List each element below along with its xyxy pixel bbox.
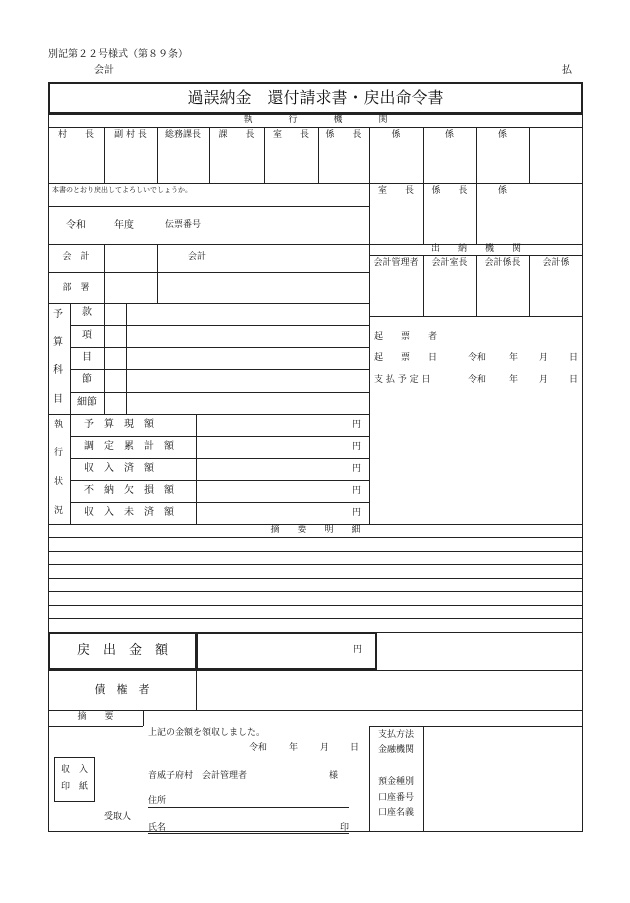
grid-line: [369, 726, 370, 832]
jusho-line[interactable]: [148, 807, 349, 808]
detail-row: [48, 605, 583, 606]
shiharai-nen: 年: [509, 375, 519, 385]
nendo-label: 年度: [114, 220, 134, 231]
grid-line: [196, 414, 197, 524]
payment-name: 口座名義: [378, 808, 415, 818]
grid-line: [70, 502, 369, 503]
yosan-char-1: 予: [53, 309, 63, 320]
grid-line: [143, 710, 144, 726]
kihyosha-label: 起 票 者: [374, 332, 438, 342]
shunyu-inshi-box: [54, 757, 95, 802]
shiharai-label: 支 払 予 定 日: [374, 375, 431, 385]
payment-method: 支払方法: [378, 730, 415, 740]
col-soncho: 村 長: [57, 130, 94, 140]
yosan-moku: 目: [82, 352, 92, 363]
grid-line: [48, 183, 583, 184]
grid-line: [104, 244, 105, 303]
detail-row: [48, 591, 583, 592]
receipt-reiwa: 令和: [249, 743, 268, 753]
detail-row: [48, 551, 583, 552]
col-kaikei-kakaricho: 会計係長: [484, 258, 521, 268]
kihyobi-reiwa: 令和: [468, 353, 487, 363]
reishutsu-yen: 円: [353, 645, 363, 655]
yosan-setsu: 節: [82, 374, 92, 385]
col-kaikei-kanrisha: 会計管理者: [373, 258, 419, 268]
col-kakari-1: 係: [391, 130, 401, 140]
reishutsu-amount-box[interactable]: [196, 632, 377, 670]
shikko-heading: 執 行 機 関: [243, 115, 388, 125]
addressee: 音威子府村 会計管理者: [148, 771, 248, 781]
shunyu-inshi-line2: 印 紙: [60, 782, 88, 792]
col-kakari-2: 係: [444, 130, 454, 140]
header-harai: 払: [562, 65, 572, 76]
yen-2: 円: [352, 442, 362, 452]
grid-line: [423, 127, 424, 244]
grid-line: [48, 726, 143, 727]
grid-line: [70, 325, 369, 326]
col-kacho: 課 長: [218, 130, 255, 140]
grid-line: [48, 303, 369, 304]
denpyo-label: 伝票番号: [165, 220, 202, 230]
col-somukacho: 総務課長: [164, 130, 201, 140]
payment-number: 口座番号: [378, 793, 415, 803]
col-kakari-3: 係: [497, 130, 507, 140]
jokyo-char-1: 執: [54, 420, 64, 430]
grid-line: [48, 537, 583, 538]
grid-line: [70, 369, 369, 370]
payment-type: 預金種別: [378, 777, 415, 787]
grid-line: [529, 127, 530, 183]
chotei-ruikei: 調 定 累 計 額: [84, 441, 174, 452]
shunyu-zumi: 収 入 済 額: [84, 463, 154, 474]
grid-line: [369, 316, 583, 317]
grid-line: [48, 710, 583, 711]
saikensha-label: 債 権 者: [94, 683, 150, 696]
jokyo-char-2: 行: [54, 448, 64, 458]
yen-5: 円: [352, 508, 362, 518]
shimei-line[interactable]: [148, 833, 349, 834]
yosan-char-2: 算: [53, 337, 63, 348]
detail-row: [48, 564, 583, 565]
grid-line: [369, 244, 370, 524]
grid-line: [48, 127, 583, 128]
received-text: 上記の金額を領収しました。: [148, 728, 266, 738]
tekiyo-meisai-heading: 摘 要 明 細: [270, 525, 361, 535]
kaikei-value: 会計: [187, 252, 206, 262]
request-note: 本書のとおり戻出してよろしいでしょうか。: [52, 186, 192, 194]
shiharai-hi: 日: [569, 375, 579, 385]
col-kakaricho: 係 長: [325, 130, 362, 140]
jokyo-char-3: 状: [54, 477, 64, 487]
col-kaikei-kakari: 会計係: [542, 258, 570, 268]
receipt-tsuki: 月: [320, 743, 330, 753]
grid-line: [70, 414, 71, 524]
kaikei-label: 会 計: [62, 252, 90, 262]
col-fukusoncho: 副 村 長: [114, 130, 147, 140]
yosan-gengaku: 予 算 現 額: [84, 419, 154, 430]
shunyu-inshi-line1: 収 入: [60, 765, 88, 775]
addressee-sama: 様: [329, 771, 339, 781]
yosan-kan: 款: [82, 307, 92, 318]
reishutsu-label: 戻 出 金 額: [76, 643, 168, 658]
kihyobi-tsuki: 月: [539, 353, 549, 363]
shiharai-tsuki: 月: [539, 375, 549, 385]
shunyu-mizumi: 収 入 未 済 額: [84, 507, 174, 518]
yosan-char-3: 科: [53, 365, 63, 376]
receipt-nen: 年: [289, 743, 299, 753]
col-shitsucho: 室 長: [272, 130, 309, 140]
tekiyo-label: 摘 要: [77, 712, 114, 722]
grid-line: [369, 726, 583, 727]
col-kakari-4: 係: [497, 186, 507, 196]
col-kakaricho-2: 係 長: [431, 186, 468, 196]
yen-4: 円: [352, 486, 362, 496]
grid-line: [369, 127, 370, 244]
grid-line: [70, 458, 369, 459]
in-mark: 印: [340, 823, 350, 833]
shimei-label: 氏名: [148, 823, 167, 833]
receipt-hi: 日: [350, 743, 360, 753]
header-kaikei: 会計: [94, 65, 114, 76]
page-title: 過誤納金 還付請求書・戻出命令書: [187, 88, 444, 107]
grid-line: [48, 414, 369, 415]
yosan-kou: 項: [82, 330, 92, 341]
detail-row: [48, 578, 583, 579]
grid-line: [70, 392, 369, 393]
yosan-saisetsu: 細節: [77, 397, 97, 408]
grid-line: [476, 127, 477, 244]
jokyo-char-4: 況: [54, 506, 64, 516]
busho-label: 部 署: [62, 283, 90, 293]
grid-line: [70, 480, 369, 481]
form-number: 別記第２２号様式（第８９条）: [48, 49, 188, 60]
grid-line: [70, 436, 369, 437]
grid-line: [48, 206, 369, 207]
grid-line: [48, 670, 583, 671]
kihyobi-hi: 日: [569, 353, 579, 363]
col-shitsucho-2: 室 長: [377, 186, 414, 196]
jusho-label: 住所: [148, 796, 167, 806]
reiwa-label: 令和: [66, 220, 86, 231]
col-kaikei-shitsucho: 会計室長: [431, 258, 468, 268]
yen-3: 円: [352, 464, 362, 474]
kihyobi-label: 起 票 日: [374, 353, 438, 363]
grid-line: [104, 303, 105, 414]
payment-bank: 金融機関: [378, 745, 415, 755]
yosan-char-4: 目: [53, 394, 63, 405]
grid-line: [196, 670, 197, 710]
grid-line: [126, 303, 127, 414]
shiharai-reiwa: 令和: [468, 375, 487, 385]
grid-line: [48, 272, 369, 273]
grid-line: [423, 726, 424, 832]
uketorinin-label: 受取人: [104, 812, 132, 822]
funou-kesson: 不 納 欠 損 額: [84, 485, 174, 496]
suitou-heading: 出 納 機 関: [430, 244, 521, 254]
grid-line: [70, 347, 369, 348]
yen-1: 円: [352, 420, 362, 430]
detail-row: [48, 618, 583, 619]
kihyobi-nen: 年: [509, 353, 519, 363]
